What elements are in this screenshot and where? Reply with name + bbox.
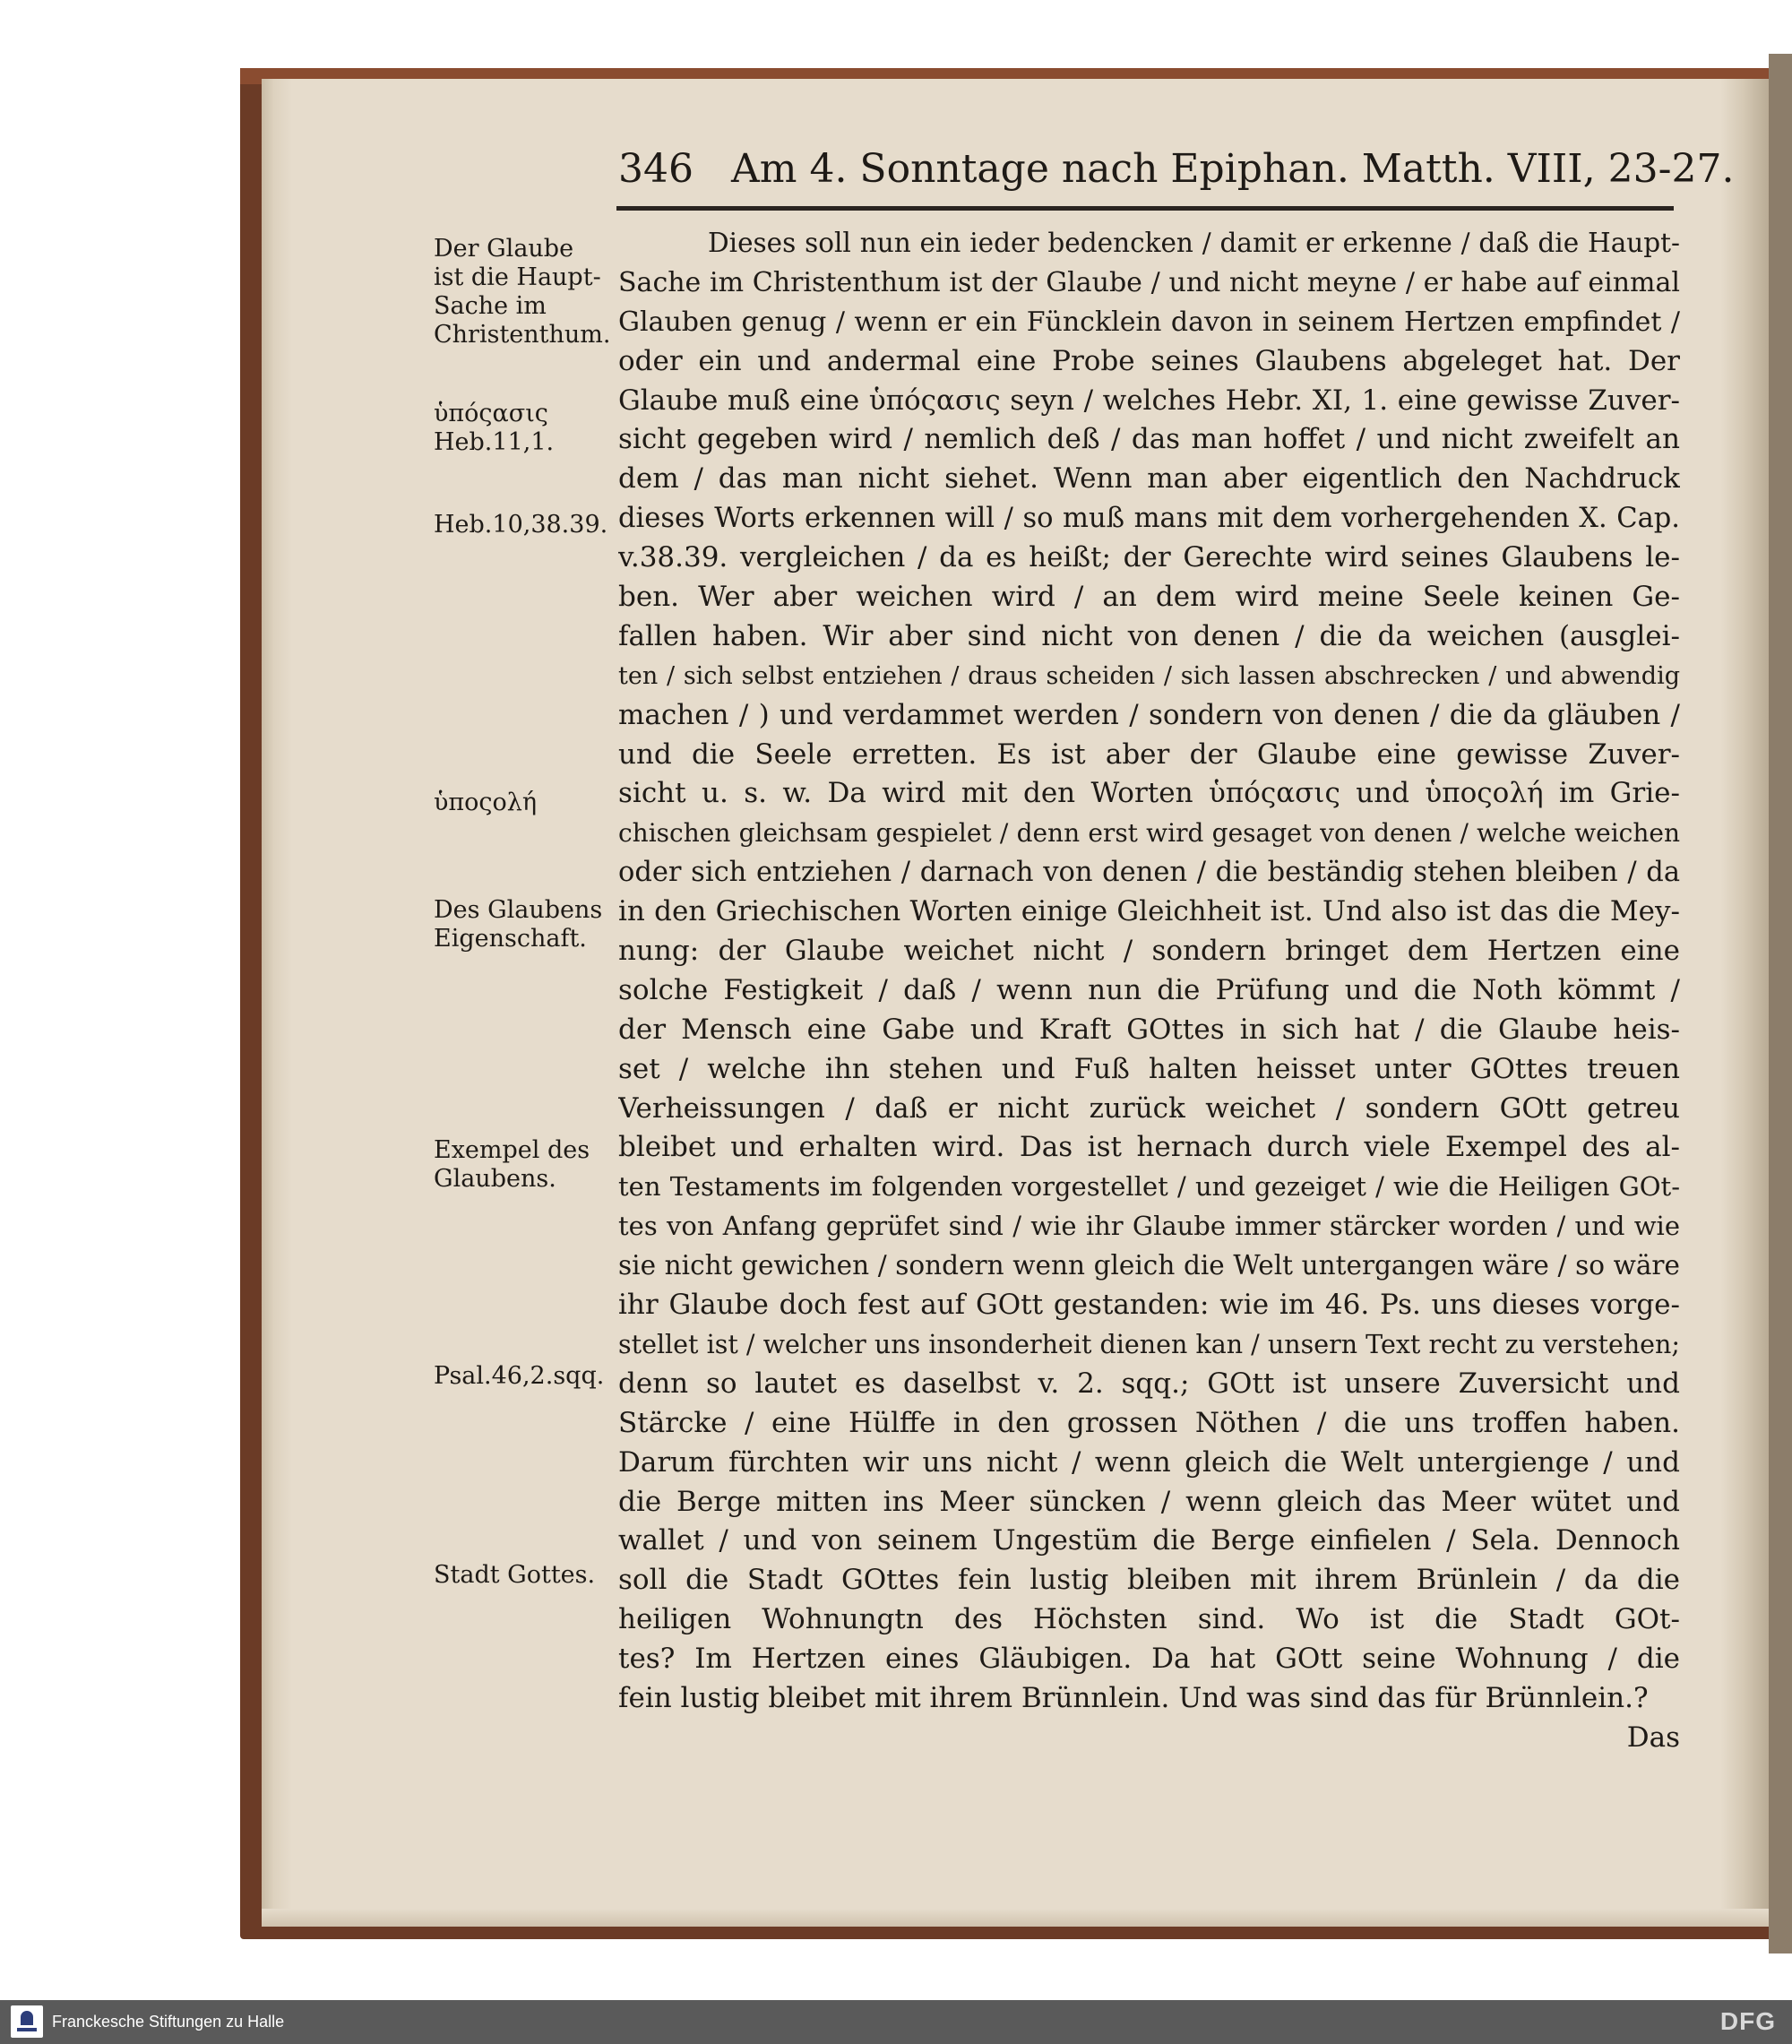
text-line: Verheissungen / daß er nicht zurück weichet / sondern GOtt getreu <box>618 1091 1680 1125</box>
text-line: dieses Worts erkennen will / so muß mans mit dem vorhergehenden X. Cap. <box>618 503 1680 535</box>
text-line: dem / das man nicht siehet. Wenn man aber eigentlich den Nachdruck <box>618 462 1680 496</box>
text-line: Dieses soll nun ein ieder bedencken / damit er erkenne / daß die Haupt- <box>708 228 1680 258</box>
text-line: chischen gleichsam gespielet / denn erst wird gesaget von denen / welche weichen <box>618 818 1680 849</box>
margin-note-exempel: Exempel des Glaubens. <box>434 1136 590 1193</box>
text-line: Darum fürchten wir uns nicht / wenn gleich die Welt untergienge / und <box>618 1445 1680 1479</box>
catchword: Das <box>1626 1721 1680 1754</box>
page-bottom-edge <box>262 1909 1769 1927</box>
margin-note-hebr-10: Heb.10,38.39. <box>434 511 608 539</box>
text-line: v.38.39. vergleichen / da es heißt; der Gerechte wird seines Glaubens le- <box>618 541 1680 574</box>
text-line: tes? Im Hertzen eines Gläubigen. Da hat GOtt seine Wohnung / die <box>618 1643 1680 1676</box>
margin-note-stadt-gottes: Stadt Gottes. <box>434 1561 596 1589</box>
text-line: nung: der Glaube weichet nicht / sondern bringet dem Hertzen eine <box>618 935 1680 968</box>
book-spine-shadow <box>1769 54 1792 1953</box>
margin-note-psalm-46: Psal.46,2.sqq. <box>434 1362 605 1390</box>
text-line: set / welche ihn stehen und Fuß halten heisset unter GOttes treuen <box>618 1052 1680 1085</box>
text-line: tes von Anfang geprüfet sind / wie ihr Glaube immer stärcker worden / und wie <box>618 1211 1680 1242</box>
text-line: die Berge mitten ins Meer süncken / wenn gleich das Meer wütet und <box>618 1485 1680 1518</box>
text-line: fallen haben. Wir aber sind nicht von denen / die da weichen (ausglei- <box>618 619 1680 652</box>
text-line: Stärcke / eine Hülffe in den grossen Nöthen / die uns troffen haben. <box>618 1406 1680 1439</box>
text-line: und die Seele erretten. Es ist aber der Glaube eine gewisse Zuver- <box>618 737 1680 771</box>
text-line: Sache im Christenthum ist der Glaube / und nicht meyne / er habe auf einmal <box>618 266 1680 298</box>
text-line: heiligen Wohnungtn des Höchsten sind. Wo ist die Stadt GOt- <box>618 1603 1680 1636</box>
text-line: bleibet und erhalten wird. Das ist hernach durch viele Exempel des al- <box>618 1131 1680 1164</box>
text-line: fein lustig bleibet mit ihrem Brünnlein. Und was sind das für Brünnlein.? <box>618 1681 1649 1714</box>
text-line: machen / ) und verdammet werden / sondern von denen / die da gläuben / <box>618 698 1680 731</box>
margin-note-glaube: Der Glaube ist die Haupt-Sache im Christenthum. <box>434 235 611 349</box>
page-gutter <box>1720 79 1769 1927</box>
viewer-footer <box>0 2000 1792 2044</box>
text-line: der Mensch eine Gabe und Kraft GOttes in sich hat / die Glaube heis- <box>618 1013 1680 1046</box>
text-line: ten Testaments im folgenden vorgestellet / und gezeiget / wie die Heiligen GOt- <box>618 1171 1680 1203</box>
text-line: ben. Wer aber weichen wird / an dem wird meine Seele keinen Ge- <box>618 581 1680 614</box>
text-line: soll die Stadt GOttes fein lustig bleiben mit ihrem Brünlein / da die <box>618 1564 1680 1597</box>
text-line: stellet ist / welcher uns insonderheit dienen kan / unsern Text recht zu verstehen; <box>618 1329 1680 1359</box>
text-line: wallet / und von seinem Ungestüm die Berge einfielen / Sela. Dennoch <box>618 1524 1680 1557</box>
page-number: 346 <box>618 146 694 192</box>
margin-note-hypostole: ὑποςολή <box>434 789 538 816</box>
text-line: sicht gegeben wird / nemlich deß / das man hoffet / und nicht zweifelt an <box>618 423 1680 456</box>
text-line: solche Festigkeit / daß / wenn nun die Prüfung und die Noth kömmt / <box>618 973 1680 1006</box>
institution-logo-icon <box>11 2005 43 2038</box>
text-line: ten / sich selbst entziehen / draus scheiden / sich lassen abschrecken / und abwendig <box>618 661 1680 690</box>
page-edge <box>262 79 292 1927</box>
text-line: ihr Glaube doch fest auf GOtt gestanden: wie im 46. Ps. uns dieses vorge- <box>618 1289 1680 1322</box>
body-text <box>618 224 1680 1758</box>
text-line: sicht u. s. w. Da wird mit den Worten ὑπόςασις und ὑποςολή im Grie- <box>618 777 1680 810</box>
header-rule <box>616 206 1674 211</box>
running-title: Am 4. Sonntage nach Epiphan. Matth. VIII, 23-27. <box>730 146 1735 192</box>
text-line: denn so lautet es daselbst v. 2. sqq.; GOtt ist unsere Zuversicht und <box>618 1367 1680 1400</box>
margin-note-hypostasis: ὑπόςασις Heb.11,1. <box>434 400 555 456</box>
text-line: Glauben genug / wenn er ein Füncklein davon in seinem Hertzen empfindet / <box>618 306 1680 338</box>
text-line: in den Griechischen Worten einige Gleichheit ist. Und also ist das die Mey- <box>618 895 1680 928</box>
running-header <box>618 142 1735 197</box>
dfg-logo: DFG <box>1719 2007 1776 2035</box>
text-line: oder ein und andermal eine Probe seines Glaubens abgeleget hat. Der <box>618 344 1680 377</box>
margin-note-eigenschaft: Des Glaubens Eigenschaft. <box>434 896 603 953</box>
institution-name: Franckesche Stiftungen zu Halle <box>52 2013 285 2031</box>
text-line: sie nicht gewichen / sondern wenn gleich die Welt untergangen wäre / so wäre <box>618 1250 1680 1281</box>
text-line: oder sich entziehen / darnach von denen / die beständig stehen bleiben / da <box>618 857 1680 889</box>
text-line: Glaube muß eine ὑπόςασις seyn / welches Hebr. XI, 1. eine gewisse Zuver- <box>618 384 1680 417</box>
